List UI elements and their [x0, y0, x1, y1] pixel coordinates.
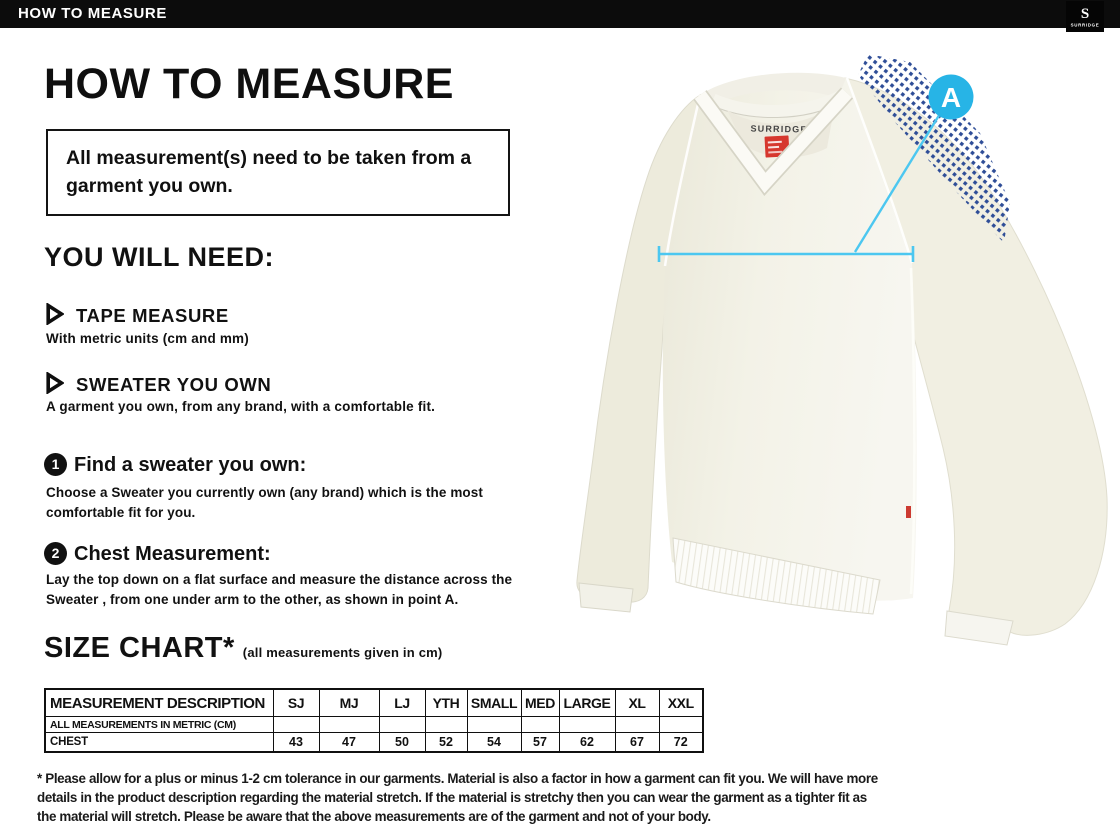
sweater-photo	[555, 38, 1120, 663]
table-cell: 67	[615, 733, 659, 753]
logo-brand-text: SURRIDGE	[1070, 22, 1100, 28]
step-description: Choose a Sweater you currently own (any brand) which is the most comfortable fit for you.	[46, 485, 483, 520]
column-header: XL	[615, 689, 659, 717]
play-icon	[46, 303, 64, 325]
size-chart-heading	[44, 632, 442, 665]
footnote: * Please allow for a plus or minus 1-2 cm tolerance in our garments. Material is also a factor in how a garment can fit you. We will have more details in the product description regarding the material stretch. If the material is stretchy then you can wear the garment as a tighter fit as the material will stretch. Please be aware that the above measurements are of the garment and not of your body.	[37, 771, 878, 824]
column-header: MEASUREMENT DESCRIPTION	[45, 689, 273, 717]
need-item-label: TAPE MEASURE	[76, 305, 229, 326]
table-cell: 52	[425, 733, 467, 753]
notice-box	[46, 129, 510, 216]
table-cell	[521, 717, 559, 733]
need-item-desc: A garment you own, from any brand, with a comfortable fit.	[46, 399, 436, 414]
column-header: YTH	[425, 689, 467, 717]
header-title: HOW TO MEASURE	[18, 5, 167, 22]
step-number-badge: 1	[44, 453, 67, 476]
neck-label: SURRIDGE	[750, 123, 808, 135]
column-header: XXL	[659, 689, 703, 717]
surridge-logo-icon	[1066, 1, 1104, 32]
table-cell	[379, 717, 425, 733]
size-chart-subheading: (all measurements given in cm)	[242, 645, 443, 660]
page-title: HOW TO MEASURE	[44, 60, 454, 108]
table-cell	[559, 717, 615, 733]
need-item-desc: With metric units (cm and mm)	[46, 331, 249, 346]
row-label: CHEST	[45, 733, 273, 753]
step-title: Chest Measurement:	[74, 543, 271, 565]
step-title: Find a sweater you own:	[74, 454, 307, 476]
step-description: Lay the top down on a flat surface and measure the distance across the Sweater , from one under arm to the other, as shown in point A.	[46, 572, 513, 607]
need-item-label: SWEATER YOU OWN	[76, 374, 272, 395]
table-cell: 50	[379, 733, 425, 753]
size-chart-table	[44, 688, 704, 753]
table-cell: 43	[273, 733, 319, 753]
table-cell: 54	[467, 733, 521, 753]
column-header: SMALL	[467, 689, 521, 717]
table-cell	[467, 717, 521, 733]
column-header: MJ	[319, 689, 379, 717]
table-row	[45, 717, 703, 733]
table-cell	[319, 717, 379, 733]
row-label: ALL MEASUREMENTS IN METRIC (CM)	[45, 717, 273, 733]
table-cell	[273, 717, 319, 733]
table-cell	[659, 717, 703, 733]
table-header-row	[45, 689, 703, 717]
you-will-need-heading: YOU WILL NEED:	[44, 242, 275, 272]
table-cell: 47	[319, 733, 379, 753]
marker-a-label: A	[940, 82, 962, 113]
table-cell: 62	[559, 733, 615, 753]
app-header	[0, 0, 1120, 28]
svg-text:S: S	[1080, 6, 1090, 22]
size-chart-title: SIZE CHART*	[44, 632, 235, 664]
column-header: LJ	[379, 689, 425, 717]
column-header: LARGE	[559, 689, 615, 717]
table-cell: 57	[521, 733, 559, 753]
play-icon	[46, 372, 64, 394]
table-cell: 72	[659, 733, 703, 753]
side-tag	[906, 506, 911, 518]
step-number-badge: 2	[44, 542, 67, 565]
table-cell	[615, 717, 659, 733]
table-row	[45, 733, 703, 753]
column-header: SJ	[273, 689, 319, 717]
table-cell	[425, 717, 467, 733]
notice-text: All measurement(s) need to be taken from a garment you own.	[66, 147, 472, 197]
column-header: MED	[521, 689, 559, 717]
